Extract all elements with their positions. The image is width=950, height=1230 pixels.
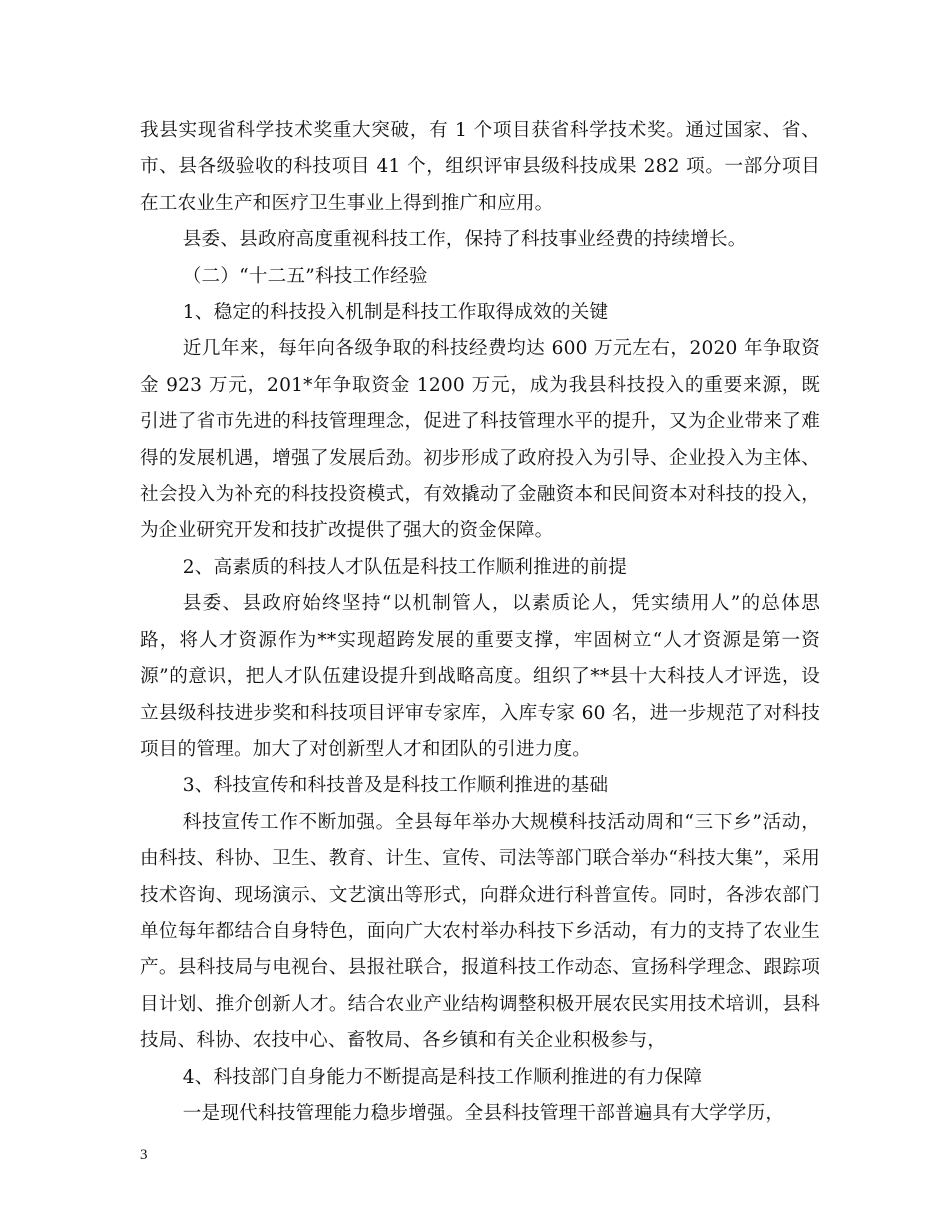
subheading-2: 2、高素质的科技人才队伍是科技工作顺利推进的前提 [182,556,628,578]
section-heading-2: （二）“十二五”科技工作经验 [182,265,428,287]
subheading-1: 1、稳定的科技投入机制是科技工作取得成效的关键 [182,302,609,324]
paragraph-1: 我县实现省科学技术奖重大突破，有 1 个项目获省科学技术奖。通过国家、省、市、县各级验收的科技项目 41 个，组织评审县级科技成果 282 项。一部分项目在工农业生产和医疗卫生事业上得到推广和应用。 [140,120,820,214]
paragraph-2: 县委、县政府高度重视科技工作，保持了科技事业经费的持续增长。 [182,229,747,251]
paragraph-3: 近几年来，每年向各级争取的科技经费均达 600 万元左右，2020 年争取资金 923 万元，201*年争取资金 1200 万元，成为我县科技投入的重要来源，既引进了省市先进的科技管理理念，促进了科技管理水平的提升，又为企业带来了难得的发展机遇，增强了发展后劲。初步形成了政府投入为引导、企业投入为主体、社会投入为补充的科技投资模式，有效撬动了金融资本和民间资本对科技的投入，为企业研究开发和技扩改提供了强大的资金保障。 [140,338,820,542]
paragraph-4: 县委、县政府始终坚持“以机制管人，以素质论人，凭实绩用人”的总体思路，将人才资源作为**实现超跨发展的重要支撑，牢固树立“人才资源是第一资源”的意识，把人才队伍建设提升到战略高度。组织了**县十大科技人才评选，设立县级科技进步奖和科技项目评审专家库，入库专家 60 名，进一步规范了对科技项目的管理。加大了对创新型人才和团队的引进力度。 [140,593,820,760]
subheading-3: 3、科技宣传和科技普及是科技工作顺利推进的基础 [182,775,609,797]
document-body [140,113,820,1132]
subheading-4: 4、科技部门自身能力不断提高是科技工作顺利推进的有力保障 [182,1066,703,1088]
page-number: 3 [140,1147,148,1163]
paragraph-5: 科技宣传工作不断加强。全县每年举办大规模科技活动周和“三下乡”活动，由科技、科协、卫生、教育、计生、宣传、司法等部门联合举办“科技大集”，采用技术咨询、现场演示、文艺演出等形式，向群众进行科普宣传。同时，各涉农部门单位每年都结合自身特色，面向广大农村举办科技下乡活动，有力的支持了农业生产。县科技局与电视台、县报社联合，报道科技工作动态、宣扬科学理念、跟踪项目计划、推介创新人才。结合农业产业结构调整积极开展农民实用技术培训，县科技局、科协、农技中心、畜牧局、各乡镇和有关企业积极参与， [140,811,820,1052]
paragraph-6: 一是现代科技管理能力稳步增强。全县科技管理干部普遍具有大学学历， [182,1102,785,1124]
